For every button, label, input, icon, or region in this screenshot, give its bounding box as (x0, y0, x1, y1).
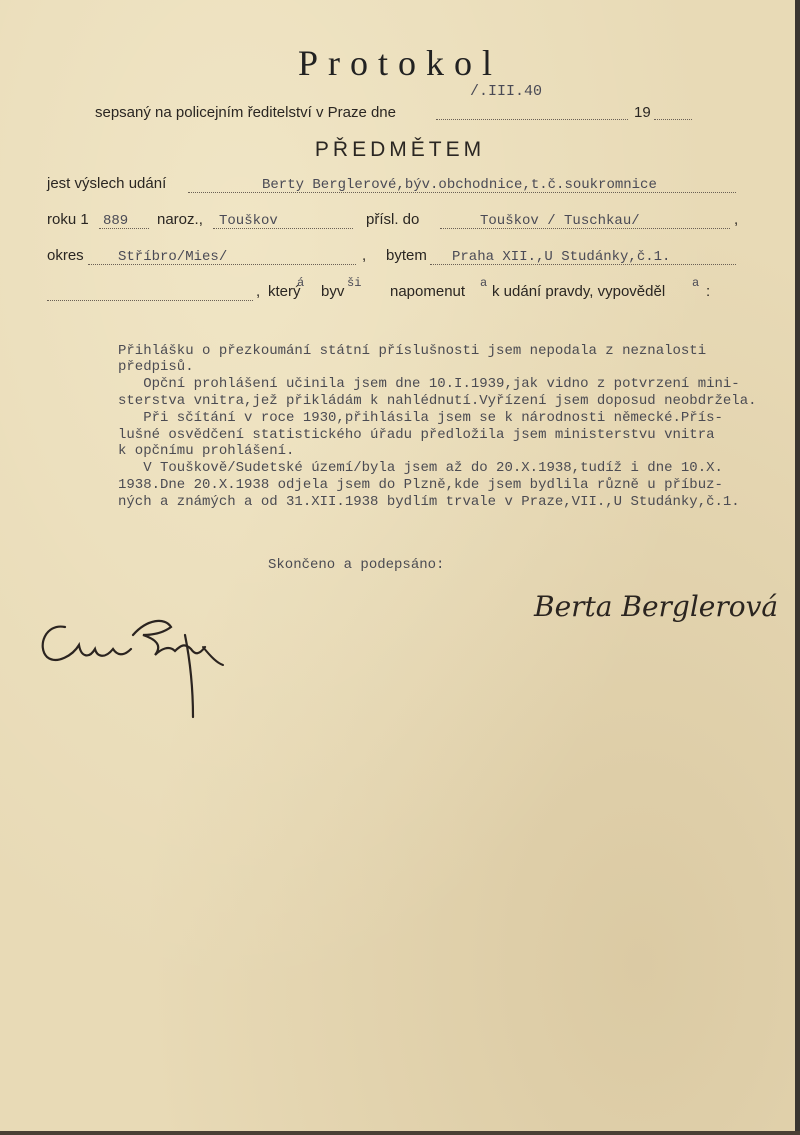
document-title: Protokol (297, 43, 502, 83)
scan-edge-bottom (0, 1131, 800, 1135)
body-line: k opčnímu prohlášení. (118, 443, 295, 459)
field-label-prisl: přísl. do (366, 211, 420, 228)
body-line: ných a známých a od 31.XII.1938 bydlím trvale v Praze,VII.,U Studánky,č.1. (118, 494, 740, 510)
field-text-byv: byv (321, 283, 345, 300)
field-label-bytem: bytem (386, 247, 427, 264)
field-label-roku: roku 1 (47, 211, 89, 228)
header-year-prefix: 19 (634, 104, 651, 121)
body-line: Přihlášku o přezkoumání státní příslušnosti jsem nepodala z neznalosti (118, 343, 707, 359)
field-suffix-napomenut: a (480, 276, 488, 290)
field-label-naroz: naroz., (157, 211, 203, 228)
body-line: 1938.Dne 20.X.1938 odjela jsem do Plzně,kde jsem bydlila různě u příbuz- (118, 477, 723, 493)
field-suffix-byvsi: ši (347, 276, 362, 290)
body-line: Opční prohlášení učinila jsem dne 10.I.1939,jak vidno z potvrzení mini- (118, 376, 740, 392)
document-subtitle: PŘEDMĚTEM (314, 138, 486, 161)
field-comma-row4: , (256, 283, 261, 300)
closing-text: Skončeno a podepsáno: (268, 557, 445, 573)
body-line: lušné osvědčení statistického úřadu předložila jsem ministerstvu vnitra (118, 427, 715, 443)
field-value-vyslech: Berty Berglerové,býv.obchodnice,t.č.soukromnice (262, 177, 657, 193)
field-trail-comma: , (734, 211, 739, 228)
field-suffix-ktera: á (297, 276, 305, 290)
official-signature (35, 605, 235, 725)
header-year-dots (654, 119, 692, 120)
field-value-naroz: Touškov (219, 213, 278, 229)
header-date-typed: /.III.40 (470, 83, 543, 100)
signature-berta-berglerova (530, 578, 790, 638)
field-label-vyslech: jest výslech udání (47, 175, 167, 192)
field-text-ktera: který (268, 283, 301, 300)
field-text-k-udani: k udání pravdy, vypověděl (492, 283, 666, 300)
scan-edge-right (795, 0, 800, 1135)
field-suffix-vypovedel: a (692, 276, 700, 290)
field-colon: : (706, 283, 711, 300)
body-line: Při sčítání v roce 1930,přihlásila jsem se k národnosti německé.Přís- (118, 410, 723, 426)
field-value-bytem: Praha XII.,U Studánky,č.1. (452, 249, 671, 265)
field-dots-row4 (47, 300, 253, 301)
body-line: sterstva vnitra,jež přikládám k nahlédnutí.Vyřízení jsem doposud neobdržela. (118, 393, 757, 409)
field-text-napomenut: napomenut (390, 283, 466, 300)
field-value-year: 889 (103, 213, 129, 229)
field-comma-okres: , (362, 247, 367, 264)
header-prefix: sepsaný na policejním ředitelství v Praze dne (95, 104, 396, 121)
field-value-prisl: Touškov / Tuschkau/ (480, 213, 640, 229)
field-value-okres: Stříbro/Mies/ (118, 249, 228, 265)
field-label-okres: okres (47, 247, 84, 264)
field-dots-year (99, 228, 149, 229)
svg-text:Berta Berglerová: Berta Berglerová (534, 590, 779, 623)
body-line: předpisů. (118, 359, 194, 375)
body-line: V Touškově/Sudetské území/byla jsem až do 20.X.1938,tudíž i dne 10.X. (118, 460, 723, 476)
header-date-dots (436, 119, 628, 120)
